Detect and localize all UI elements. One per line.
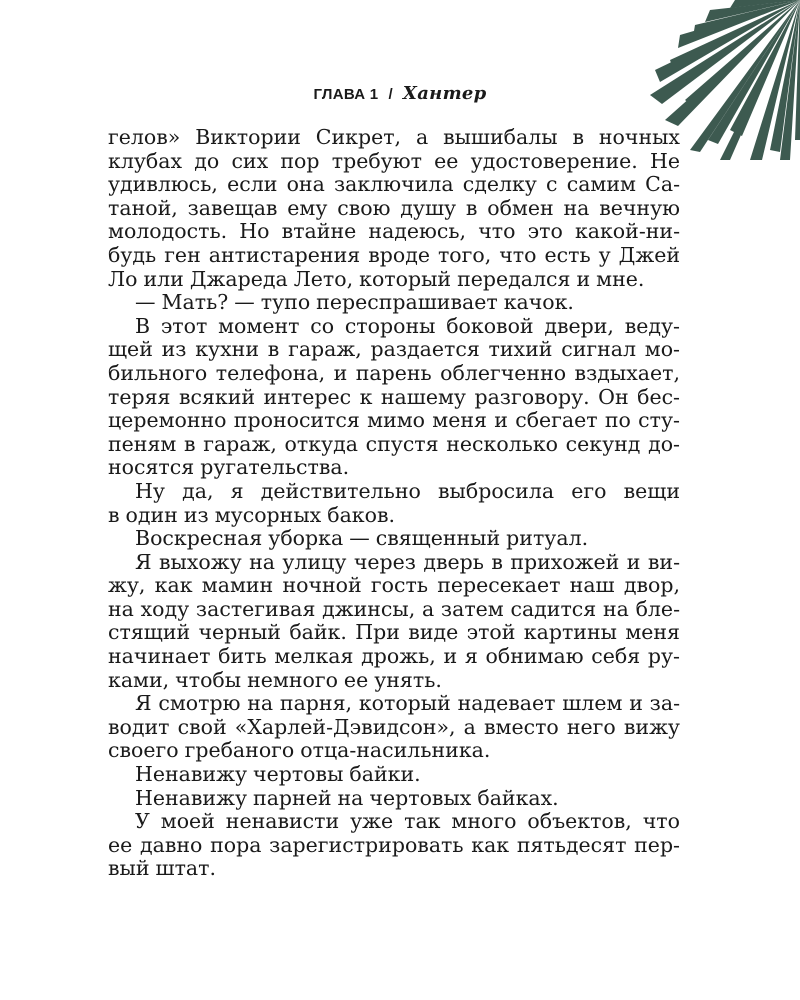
text-line: ее давно пора зарегистрировать как пятьдесят пер- (108, 832, 680, 857)
text-line: клубах до сих пор требуют ее удостоверение. Не (108, 148, 680, 173)
text-line: водит свой «Харлей-Дэвидсон», а вместо него вижу (108, 714, 680, 739)
text-line: — Мать? — тупо переспрашивает качок. (135, 290, 574, 315)
chapter-number: ГЛАВА 1 (313, 86, 379, 103)
body-text (108, 126, 680, 881)
text-line: Ло или Джареда Лето, который передался и мне. (108, 266, 645, 291)
text-line: В этот момент со стороны боковой двери, веду- (135, 313, 680, 338)
text-line: Ну да, я действительно выбросила его вещи (135, 478, 680, 503)
text-line: гелов» Виктории Сикрет, а вышибалы в ночных (108, 125, 680, 149)
text-line: Ненавижу парней на чертовых байках. (135, 785, 559, 810)
text-line: бильного телефона, и парень облегченно вздыхает, (108, 360, 680, 385)
text-line: ками, чтобы немного ее унять. (108, 667, 442, 692)
text-line: таной, завещав ему свою душу в обмен на вечную (108, 195, 680, 220)
text-line: молодость. Но втайне надеюсь, что это какой-ни- (108, 219, 680, 244)
text-line: щей из кухни в гараж, раздается тихий сигнал мо- (108, 337, 680, 362)
text-line: носятся ругательства. (108, 455, 350, 480)
text-line: своего гребаного отца-насильника. (108, 738, 491, 763)
text-line: стящий черный байк. При виде этой картины меня (108, 620, 680, 645)
running-header (0, 82, 800, 107)
text-line: Ненавижу чертовы байки. (135, 762, 421, 787)
text-line: церемонно проносится мимо меня и сбегает по сту- (108, 408, 680, 433)
text-line: удивлюсь, если она заключила сделку с самим Са- (108, 172, 680, 197)
text-line: Я смотрю на парня, который надевает шлем и за- (135, 691, 680, 716)
character-name: Хантер (402, 83, 487, 104)
text-line: на ходу застегивая джинсы, а затем садится на бле- (108, 596, 680, 621)
text-line: У моей ненависти уже так много объектов, что (135, 809, 680, 834)
text-line: будь ген антистарения вроде того, что есть у Джей (108, 242, 680, 267)
text-line: Воскресная уборка — священный ритуал. (135, 526, 589, 551)
text-line: вый штат. (108, 856, 217, 881)
text-line: в один из мусорных баков. (108, 502, 396, 527)
header-separator: / (388, 86, 393, 103)
text-line: начинает бить мелкая дрожь, и я обнимаю себя ру- (108, 644, 680, 669)
text-line: жу, как мамин ночной гость пересекает наш двор, (108, 573, 680, 598)
text-line: пеням в гараж, откуда спустя несколько секунд до- (108, 431, 680, 456)
text-line: Я выхожу на улицу через дверь в прихожей и ви- (135, 549, 680, 574)
text-line: теряя всякий интерес к нашему разговору. Он бес- (108, 384, 680, 409)
